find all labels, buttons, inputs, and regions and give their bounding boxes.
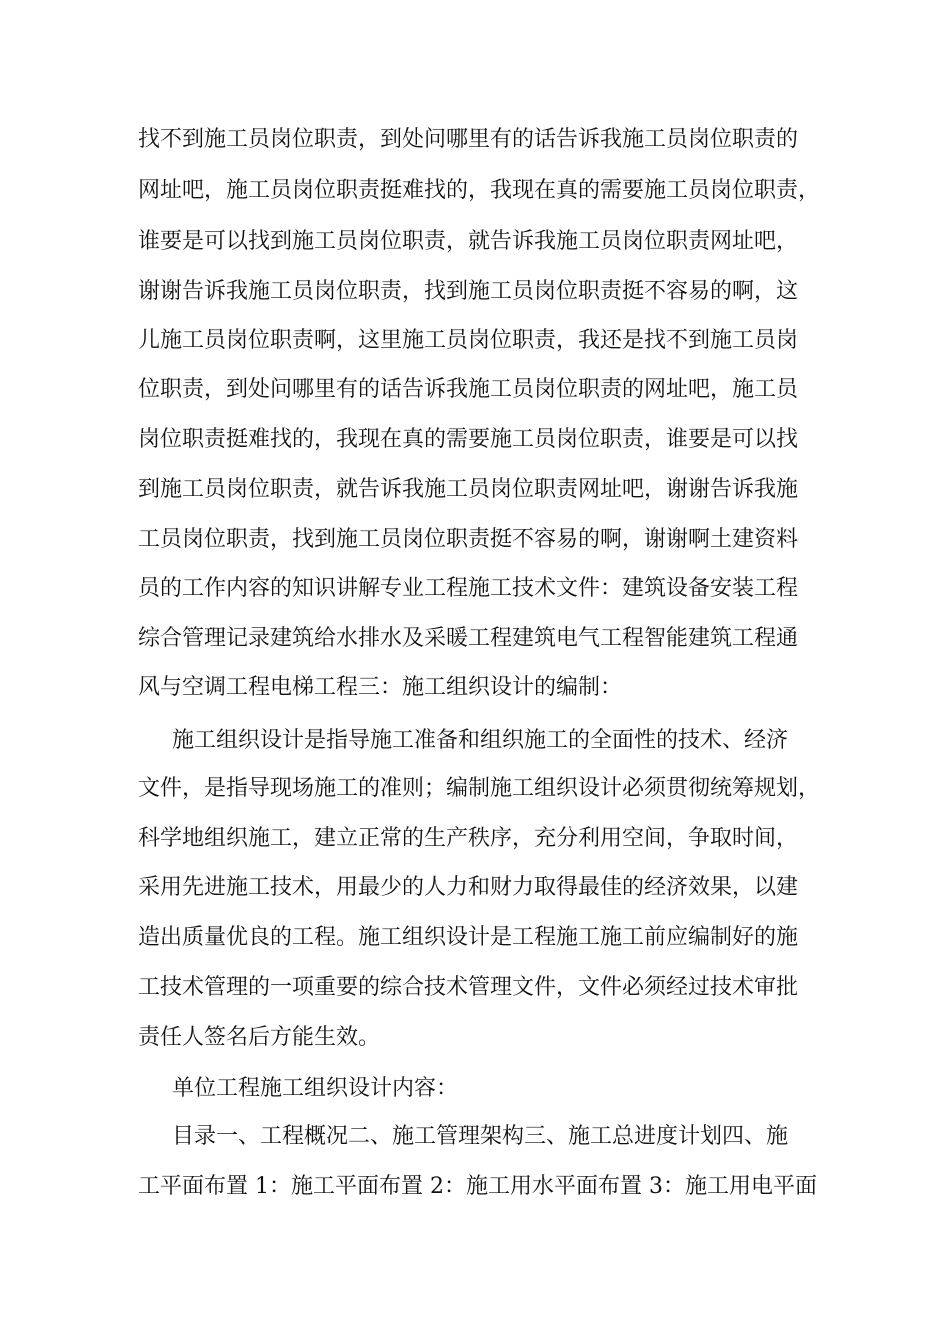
text-line: 找不到施工员岗位职责，到处问哪里有的话告诉我施工员岗位职责的 [138,127,799,152]
text-line: 责任人签名后方能生效。 [138,1025,381,1050]
text-line: 文件，是指导现场施工的准则；编制施工组织设计必须贯彻统筹规划， [138,776,821,801]
text-line: 单位工程施工组织设计内容： [172,1076,459,1101]
text-line: 位职责，到处问哪里有的话告诉我施工员岗位职责的网址吧，施工员 [138,377,799,402]
text-line: 目录一、工程概况二、施工管理架构三、施工总进度计划四、施 [172,1124,789,1149]
text-line: 施工组织设计是指导施工准备和组织施工的全面性的技术、经济 [172,728,789,753]
text-line: 工员岗位职责，找到施工员岗位职责挺不容易的啊，谢谢啊土建资料 [138,527,799,552]
text-line: 风与空调工程电梯工程三：施工组织设计的编制： [138,675,623,700]
text-line: 采用先进施工技术，用最少的人力和财力取得最佳的经济效果，以建 [138,875,799,900]
text-line: 到施工员岗位职责，就告诉我施工员岗位职责网址吧，谢谢告诉我施 [138,477,799,502]
text-line: 儿施工员岗位职责啊，这里施工员岗位职责，我还是找不到施工员岗 [138,328,799,353]
text-line: 员的工作内容的知识讲解专业工程施工技术文件：建筑设备安装工程 [138,576,799,601]
text-line: 科学地组织施工，建立正常的生产秩序，充分利用空间，争取时间， [138,826,799,851]
text-line: 综合管理记录建筑给水排水及采暖工程建筑电气工程智能建筑工程通 [138,626,799,651]
text-line: 岗位职责挺难找的，我现在真的需要施工员岗位职责，谁要是可以找 [138,427,799,452]
text-line: 工技术管理的一项重要的综合技术管理文件，文件必须经过技术审批 [138,975,799,1000]
text-line: 谢谢告诉我施工员岗位职责，找到施工员岗位职责挺不容易的啊，这 [138,279,799,304]
text-line: 谁要是可以找到施工员岗位职责，就告诉我施工员岗位职责网址吧， [138,229,799,254]
text-line: 造出质量优良的工程。施工组织设计是工程施工施工前应编制好的施 [138,925,799,950]
text-line: 工平面布置 1：施工平面布置 2：施工用水平面布置 3：施工用电平面 [138,1174,817,1199]
text-line: 网址吧，施工员岗位职责挺难找的，我现在真的需要施工员岗位职责， [138,178,821,203]
